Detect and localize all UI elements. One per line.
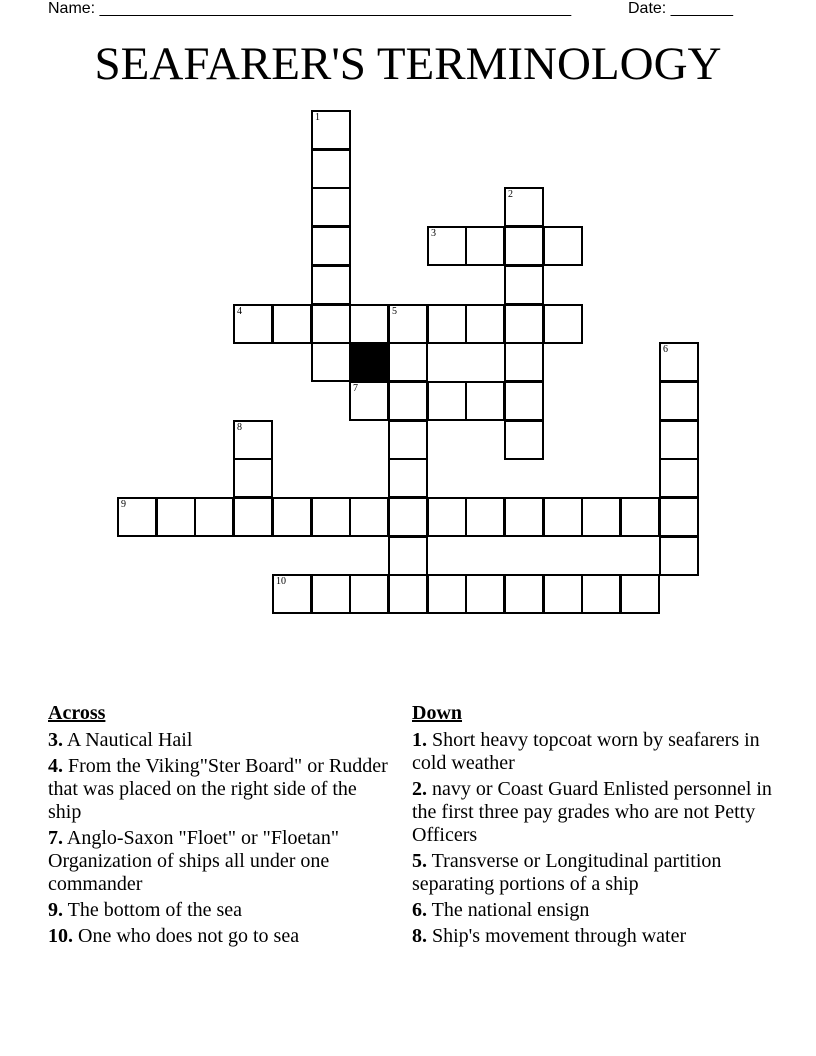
clue-number: 2. (412, 778, 427, 800)
cell-number: 7 (353, 383, 358, 394)
grid-cell[interactable] (504, 497, 544, 537)
cell-number: 2 (508, 189, 513, 200)
grid-cell[interactable] (427, 574, 467, 614)
clue-text: Anglo-Saxon "Floet" or "Floetan" Organization of ships all under one commander (48, 827, 339, 895)
grid-cell[interactable] (311, 574, 351, 614)
grid-cell[interactable] (311, 187, 351, 227)
grid-cell[interactable] (427, 304, 467, 344)
grid-cell[interactable] (581, 574, 621, 614)
clue-text: The national ensign (427, 899, 590, 921)
grid-cell[interactable] (156, 497, 196, 537)
grid-cell[interactable] (659, 381, 699, 421)
clue-number: 8. (412, 925, 427, 947)
clue-item (412, 899, 772, 922)
grid-cell[interactable] (388, 420, 428, 460)
grid-cell[interactable] (311, 342, 351, 382)
grid-cell[interactable] (465, 574, 505, 614)
clue-item (412, 778, 772, 847)
grid-cell[interactable] (543, 497, 583, 537)
name-field-label[interactable]: Name: _____________________________________________________ (48, 0, 572, 17)
clue-item (412, 850, 772, 896)
grid-cell[interactable] (311, 497, 351, 537)
grid-cell[interactable] (504, 381, 544, 421)
grid-cell[interactable] (233, 497, 273, 537)
grid-cell[interactable] (349, 497, 389, 537)
grid-cell[interactable] (581, 497, 621, 537)
across-clues (48, 702, 393, 951)
clue-number: 1. (412, 729, 427, 751)
clue-number: 7. (48, 827, 63, 849)
grid-cell[interactable] (349, 304, 389, 344)
grid-cell[interactable] (504, 420, 544, 460)
grid-cell[interactable] (388, 536, 428, 576)
across-heading: Across (48, 702, 106, 724)
clue-number: 4. (48, 755, 63, 777)
clue-number: 3. (48, 729, 63, 751)
clue-text: Short heavy topcoat worn by seafarers in cold weather (412, 729, 760, 774)
grid-cell[interactable] (504, 226, 544, 266)
grid-cell[interactable] (659, 342, 699, 382)
grid-cell[interactable] (233, 420, 273, 460)
grid-cell[interactable] (620, 574, 660, 614)
cell-number: 10 (276, 576, 286, 587)
across-clue-list (48, 729, 393, 948)
clue-text: From the Viking"Ster Board" or Rudder that was placed on the right side of the ship (48, 755, 388, 823)
grid-cell[interactable] (504, 574, 544, 614)
grid-cell[interactable] (465, 381, 505, 421)
grid-cell[interactable] (311, 265, 351, 305)
clue-text: Ship's movement through water (427, 925, 687, 947)
grid-cell[interactable] (465, 497, 505, 537)
down-clues (412, 702, 772, 951)
grid-cell[interactable] (388, 342, 428, 382)
cell-number: 5 (392, 306, 397, 317)
clue-item (48, 925, 393, 948)
cell-number: 6 (663, 344, 668, 355)
clue-item (48, 827, 393, 896)
grid-cell[interactable] (388, 574, 428, 614)
cell-number: 4 (237, 306, 242, 317)
grid-cell[interactable] (388, 458, 428, 498)
grid-cell[interactable] (388, 381, 428, 421)
grid-cell[interactable] (388, 497, 428, 537)
grid-cell[interactable] (659, 420, 699, 460)
grid-cell[interactable] (427, 381, 467, 421)
grid-cell[interactable] (543, 574, 583, 614)
down-clue-list (412, 729, 772, 948)
grid-cell-blocked (349, 342, 389, 382)
grid-cell[interactable] (659, 458, 699, 498)
grid-cell[interactable] (543, 226, 583, 266)
clue-text: One who does not go to sea (73, 925, 300, 947)
grid-cell[interactable] (117, 497, 157, 537)
clue-number: 5. (412, 850, 427, 872)
grid-cell[interactable] (233, 304, 273, 344)
clue-item (48, 729, 393, 752)
grid-cell[interactable] (465, 304, 505, 344)
date-field-label[interactable]: Date: _______ (628, 0, 733, 17)
grid-cell[interactable] (349, 381, 389, 421)
grid-cell[interactable] (427, 497, 467, 537)
grid-cell[interactable] (388, 304, 428, 344)
grid-cell[interactable] (620, 497, 660, 537)
grid-cell[interactable] (504, 265, 544, 305)
down-heading: Down (412, 702, 463, 724)
clue-item (48, 755, 393, 824)
clue-text: The bottom of the sea (63, 899, 243, 921)
grid-cell[interactable] (504, 187, 544, 227)
grid-cell[interactable] (659, 536, 699, 576)
cell-number: 3 (431, 228, 436, 239)
grid-cell[interactable] (272, 304, 312, 344)
clue-text: A Nautical Hail (63, 729, 193, 751)
grid-cell[interactable] (311, 149, 351, 189)
clue-item (412, 925, 772, 948)
clue-number: 9. (48, 899, 63, 921)
grid-cell[interactable] (272, 497, 312, 537)
puzzle-title: SEAFARER'S TERMINOLOGY (94, 38, 722, 90)
clue-text: navy or Coast Guard Enlisted personnel in the first three pay grades who are not Petty Officers (412, 778, 772, 846)
cell-number: 8 (237, 422, 242, 433)
grid-cell[interactable] (194, 497, 234, 537)
grid-cell[interactable] (543, 304, 583, 344)
grid-cell[interactable] (311, 226, 351, 266)
grid-cell[interactable] (349, 574, 389, 614)
grid-cell[interactable] (427, 226, 467, 266)
clue-item (412, 729, 772, 775)
clue-item (48, 899, 393, 922)
grid-cell[interactable] (311, 110, 351, 150)
grid-cell[interactable] (659, 497, 699, 537)
clue-text: Transverse or Longitudinal partition separating portions of a ship (412, 850, 722, 895)
grid-cell[interactable] (311, 304, 351, 344)
clue-number: 10. (48, 925, 73, 947)
grid-cell[interactable] (272, 574, 312, 614)
cell-number: 9 (121, 499, 126, 510)
cell-number: 1 (315, 112, 320, 123)
grid-cell[interactable] (504, 304, 544, 344)
grid-cell[interactable] (233, 458, 273, 498)
grid-cell[interactable] (465, 226, 505, 266)
grid-cell[interactable] (504, 342, 544, 382)
clue-number: 6. (412, 899, 427, 921)
